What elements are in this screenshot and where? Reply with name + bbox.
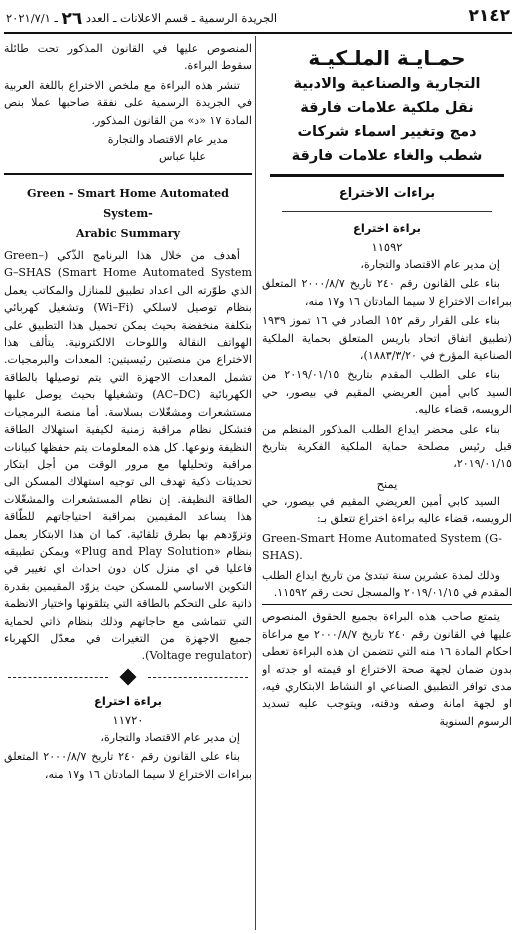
running-title bbox=[6, 9, 277, 29]
summary-rule bbox=[4, 173, 252, 175]
column-divider bbox=[255, 36, 256, 930]
paragraph: بناء على القانون رقم ٢٤٠ تاريخ ٢٠٠٠/٨/٧ المتعلق ببراءات الاختراع لا سيما المادتان ١٦ و١٧ منه، bbox=[4, 750, 252, 781]
summary-text: أهدف من خلال هذا البرنامج الذّكي (Green– Smart Home Automated System) G–SHAS الذي طوّرته الى اعداد تطبيق للمنازل والمكاتب يعمل بنظام توصيل لاسلكي (Wi–Fi) وتشغيل كهربائي بتكلفة منخفضة بحيث يمكن تحميل هذا التطبيق على الهواتف النقالة واللوحات الالكترونية. يتألف هذا الاختراع من منصتين رئيسيتين: المعدات والبرمجيات. تشمل المعدات الاجهزة التي يتم توصيلها بالطاقة الكهربائية (AC–DC) وتشغيلها بحيث يوصل عليها مستشعرات ومشغّلات بسلاسة. أما منصة البرمجيات فتشكل نظام مراقبة زمنية لكيفية استهلاك الطاقة النظيفة ونوعها. كل هذه المعلومات يتم حفظها كبيانات مراقبة وتحليلها مع مرور الوقت من أجل ابتكار تحديثات ذكية تهدف الى توجيه استهلاك المسكن الى الطاقة النظيفة. إن نظام المستشعرات والمشغّلات هذا يساعد المقيمين بمراقبة احتياجاتهم للطّاقة وتزوّدهم بها بطرق تلقائية. كما ان هذا الابتكار يعمل بنظام «Plug and Play Solution» ويمكن تطبيقه فاعليا في اي منزل كان دون احداث اي تغيير في التكوين الاساسي للمسكن حيث يزوّد المقيمين بقدرة ذاتية على التحكم بالطاقة التي يتلقونها واختيار الانظمة التي تتماشى مع حاجاتهم وذلك بنظام ذاتي لحماية جميع الاجهزة من التغيرات في معدّل الكهرباء (Voltage regulator). bbox=[4, 249, 252, 663]
running-title-text: الجريدة الرسمية ـ قسم الاعلانات ـ العدد bbox=[85, 11, 278, 25]
divider-dash bbox=[8, 677, 108, 678]
paragraph: السيد كابي أمين العريضي المقيم في بيصور، حي الرويسه، قضاء عاليه براءة اختراع تتعلق بـ: bbox=[262, 494, 512, 526]
paragraph: وذلك لمدة عشرين سنة تبتدئ من تاريخ ايداع الطلب المقدم في ٢٠١٩/٠١/١٥ والمسجل تحت رقم ١١٥٩٢. bbox=[262, 568, 512, 599]
english-invention-title bbox=[262, 530, 512, 565]
section-rule bbox=[282, 211, 492, 212]
paragraph: يتمتع صاحب هذه البراءة بجميع الحقوق المنصوص عليها في القانون رقم ٢٤٠ تاريخ ٢٠٠٠/٨/٧ مع مراعاة احكام المادة ١٦ منه التي تتضمن ان هذه البراءة تعطى بدون ضمان لجهة صحة الاختراع او قيمته او جدته او مدى توافر التطبيق الصناعي او النشاط الابتكاري فيه، او لجهة امانة وصفه ودقته، ويتوجب عليه تسديد الرسوم السنوية bbox=[262, 610, 512, 728]
paragraph: المنصوص عليها في القانون المذكور تحت طائلة سقوط البراءة. bbox=[4, 42, 252, 73]
section-title: براءات الاختراع bbox=[338, 186, 436, 201]
masthead-line: نقل ملكية علامات فارقة bbox=[300, 100, 474, 116]
patent-title: براءة اختراع bbox=[353, 221, 421, 235]
paragraph: تنشر هذه البراءة مع ملخص الاختراع باللغة العربية في الجريدة الرسمية على نفقة صاحبها عملا بنص المادة ١٧ «د» من القانون المذكور. bbox=[4, 78, 252, 127]
section-masthead bbox=[262, 44, 512, 168]
issue-number: ٢٦ bbox=[61, 9, 83, 29]
grants-heading: يمنح bbox=[376, 476, 398, 491]
paragraph: بناء على الطلب المقدم بتاريخ ٢٠١٩/٠١/١٥ من السيد كابي أمين العريضي المقيم في بيصور، حي الرويسه، قضاء عاليه. bbox=[262, 368, 512, 417]
patent-title: براءة اختراع bbox=[94, 693, 162, 708]
right-column bbox=[262, 40, 512, 934]
paragraph-rule bbox=[262, 604, 512, 605]
header-rule bbox=[4, 32, 512, 34]
masthead-line: التجارية والصناعية والادبية bbox=[293, 76, 481, 92]
patent-number: ١١٧٢٠ bbox=[112, 712, 144, 727]
diamond-ornament-icon bbox=[120, 668, 137, 685]
summary-english-subtitle: Arabic Summary bbox=[75, 226, 181, 241]
divider-dash bbox=[148, 677, 248, 678]
english-title-part: Green-Smart Home Automated System (G- bbox=[262, 531, 503, 545]
paragraph: بناء على القرار رقم ١٥٢ الصادر في ١٦ تموز ١٩٣٩ (تطبيق اتفاق اتحاد باريس المتعلق بحماية الملكية الصناعية المؤرخ في ١٨٨٣/٣/٢٠)، bbox=[262, 314, 512, 363]
paragraph: إن مدير عام الاقتصاد والتجارة، bbox=[360, 258, 500, 271]
signature-title: مدير عام الاقتصاد والتجارة bbox=[107, 133, 228, 147]
page-header bbox=[6, 6, 510, 32]
patent-number: ١١٥٩٢ bbox=[371, 240, 403, 254]
english-title-part: SHAS). bbox=[262, 549, 303, 563]
summary-english-title: Green - Smart Home Automated System- bbox=[27, 186, 229, 221]
masthead-rule bbox=[270, 174, 504, 177]
signature-name: عليا عباس bbox=[158, 150, 206, 164]
page-number: ٢١٤٢ bbox=[468, 6, 510, 26]
paragraph: إن مدير عام الاقتصاد والتجارة، bbox=[100, 730, 240, 744]
ornament-divider bbox=[4, 671, 252, 685]
paragraph: بناء على القانون رقم ٢٤٠ تاريخ ٢٠٠٠/٨/٧ المتعلق ببراءات الاختراع لا سيما المادتان ١٦ و١٧ منه، bbox=[262, 277, 512, 308]
paragraph: بناء على محضر ايداع الطلب المذكور المنظم من قبل رئيس مصلحة حماية الملكية الفكرية بتاريخ ٢٠١٩/٠١/١٥، bbox=[262, 422, 512, 471]
issue-date: ـ ٢٠٢١/٧/١ bbox=[6, 11, 58, 25]
left-column bbox=[4, 40, 252, 934]
masthead-line: شطب والغاء علامات فارقة bbox=[291, 148, 483, 164]
masthead-title: حمـايـة الملـكيـة bbox=[308, 46, 466, 70]
masthead-line: دمج وتغيير اسماء شركات bbox=[297, 124, 477, 140]
